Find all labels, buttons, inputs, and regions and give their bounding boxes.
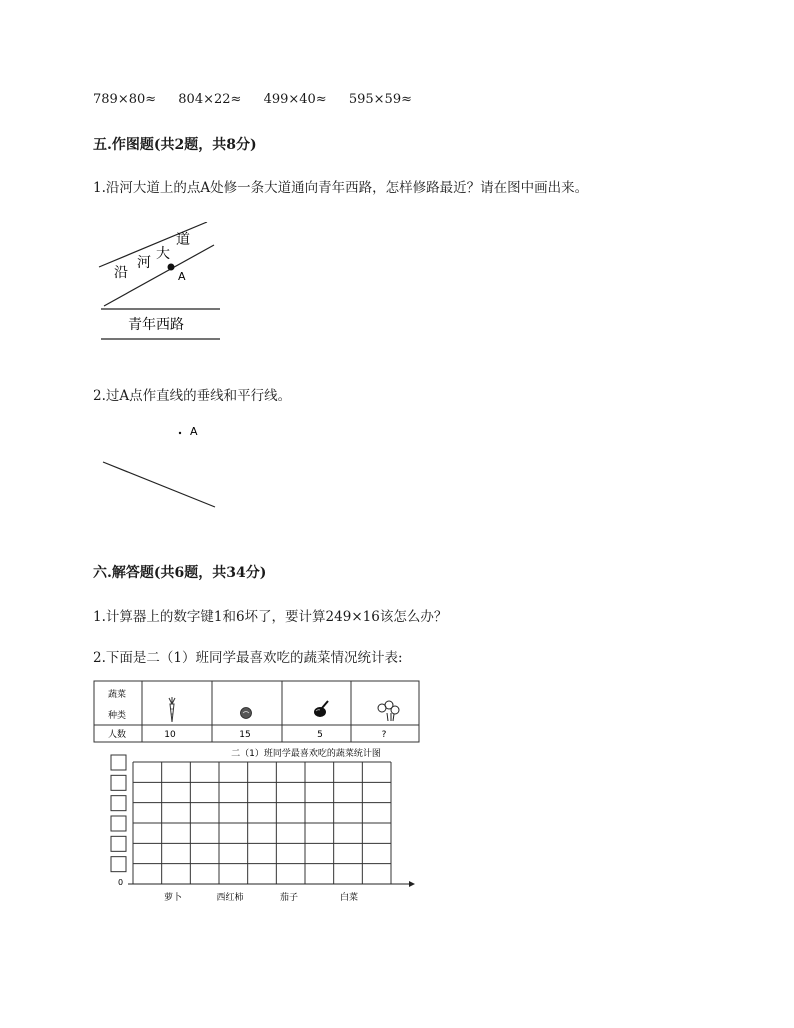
estimate-row — [93, 92, 430, 107]
origin-label: 0 — [118, 878, 124, 887]
road-figure — [90, 222, 230, 344]
carrot-icon — [169, 697, 175, 722]
section6-heading: 六.解答题(共6题，共34分) — [93, 565, 267, 581]
point-a — [168, 264, 175, 271]
vegetable-chart — [108, 744, 420, 906]
section6-question2: 2.下面是二（1）班同学最喜欢吃的蔬菜情况统计表: — [93, 650, 403, 666]
section5-question2: 2.过A点作直线的垂线和平行线。 — [93, 388, 292, 404]
table-count: 15 — [239, 730, 251, 740]
point-a — [179, 432, 181, 434]
y-axis-value-box[interactable] — [111, 857, 126, 872]
y-axis-value-box[interactable] — [111, 775, 126, 790]
estimate-item: 804×22≈ — [178, 92, 242, 107]
table-header-label: 种类 — [108, 711, 127, 721]
vegetable-table — [92, 680, 424, 744]
point-a-label: A — [190, 425, 198, 438]
cabbage-icon — [378, 701, 399, 721]
line-figure — [98, 420, 223, 512]
table-count: 5 — [317, 730, 323, 740]
y-axis-value-box[interactable] — [111, 796, 126, 811]
y-axis-value-box[interactable] — [111, 755, 126, 770]
section5-heading: 五.作图题(共2题，共8分) — [93, 137, 257, 153]
table-count-label: 人数 — [108, 730, 127, 740]
estimate-item: 499×40≈ — [263, 92, 327, 107]
eggplant-icon — [314, 701, 328, 717]
road-upper-line — [99, 222, 207, 267]
x-category-label: 西红柿 — [216, 893, 244, 903]
estimate-item: 789×80≈ — [93, 92, 157, 107]
table-count: ? — [381, 730, 387, 740]
section6-question1: 1.计算器上的数字键1和6坏了，要计算249×16该怎么办？ — [93, 609, 448, 625]
table-count: 10 — [164, 730, 176, 740]
given-line — [103, 462, 215, 507]
x-category-label: 茄子 — [279, 893, 299, 903]
street-label: 青年西路 — [128, 317, 184, 333]
table-header-label: 蔬菜 — [108, 690, 127, 700]
x-category-label: 白菜 — [339, 893, 359, 903]
tomato-icon — [241, 708, 252, 719]
chart-title: 二（1）班同学最喜欢吃的蔬菜统计图 — [231, 749, 381, 759]
road-char: 河 — [137, 255, 151, 271]
road-char: 沿 — [114, 265, 128, 281]
road-char: 大 — [156, 246, 170, 262]
point-a-label: A — [178, 270, 186, 283]
x-category-label: 萝卜 — [163, 893, 183, 903]
table-border — [94, 681, 419, 742]
section5-question1: 1.沿河大道上的点A处修一条大道通向青年西路，怎样修路最近？请在图中画出来。 — [93, 180, 589, 196]
y-axis-value-box[interactable] — [111, 816, 126, 831]
y-axis-boxes[interactable] — [111, 755, 126, 872]
chart-grid — [133, 762, 391, 884]
road-char: 道 — [176, 232, 190, 248]
x-axis-arrow — [409, 881, 415, 887]
estimate-item: 595×59≈ — [348, 92, 412, 107]
y-axis-value-box[interactable] — [111, 836, 126, 851]
